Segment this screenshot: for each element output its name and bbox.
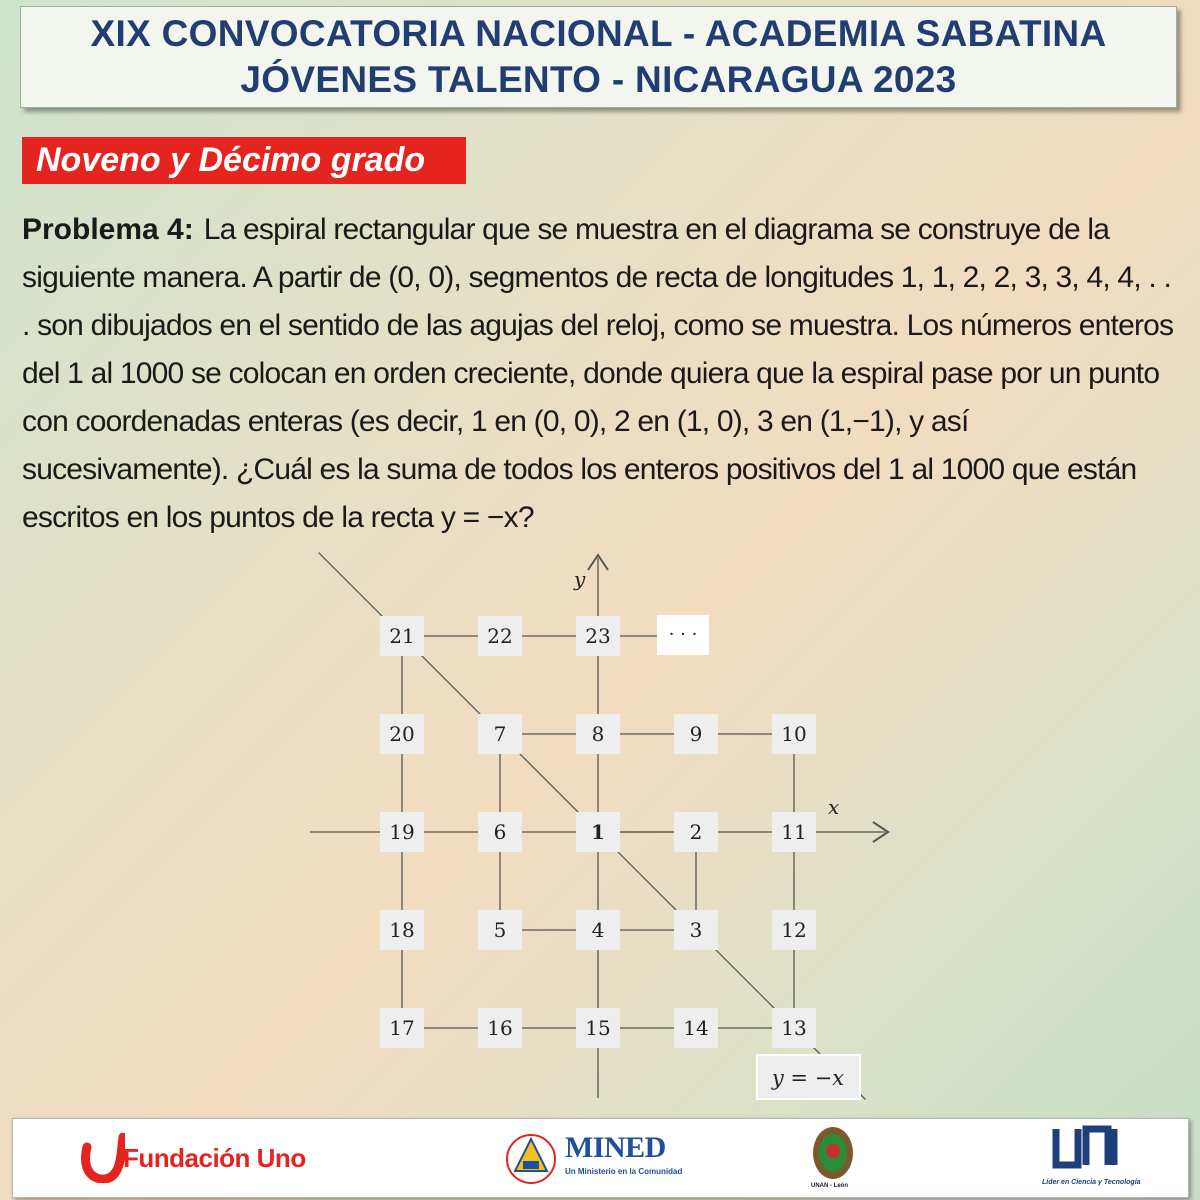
unan-leon-logo [805, 1123, 861, 1195]
spiral-node [380, 1008, 424, 1048]
spiral-node-number: 21 [389, 624, 415, 648]
spiral-node [478, 910, 522, 950]
spiral-node [380, 812, 424, 852]
spiral-node [772, 1008, 816, 1048]
spiral-node [576, 812, 620, 852]
spiral-node-number: 22 [487, 624, 513, 648]
spiral-node [772, 714, 816, 754]
spiral-node [380, 714, 424, 754]
footer-logos [12, 1118, 1189, 1198]
mined-emblem-icon [501, 1127, 561, 1189]
mined-logo [501, 1127, 683, 1189]
line-equation-label: y = −x [771, 1066, 845, 1090]
uni-logo [1038, 1125, 1141, 1193]
grade-badge: Noveno y Décimo grado [22, 137, 466, 184]
header-title-line1: XIX CONVOCATORIA NACIONAL - ACADEMIA SABATINA [90, 13, 1107, 54]
spiral-node-number: 16 [487, 1016, 513, 1040]
unan-caption: UNAN - León [811, 1183, 848, 1189]
spiral-node [478, 1008, 522, 1048]
spiral-node-number: 18 [389, 918, 415, 942]
problem-label: Problema 4: [22, 213, 194, 246]
spiral-node [576, 1008, 620, 1048]
spiral-node [772, 910, 816, 950]
line-label-box [757, 1055, 860, 1099]
ellipsis-label: · · · [668, 624, 698, 645]
uni-mark-icon [1052, 1125, 1122, 1173]
spiral-node-number: 20 [389, 722, 415, 746]
spiral-node [380, 616, 424, 656]
y-axis-label: y [574, 567, 586, 591]
spiral-node [674, 1008, 718, 1048]
spiral-node [772, 812, 816, 852]
fundacion-uno-icon [81, 1133, 125, 1183]
header-title-line2: JÓVENES TALENTO - NICARAGUA 2023 [240, 59, 957, 100]
spiral-node-number: 19 [389, 820, 415, 844]
uni-caption: Líder en Ciencia y Tecnología [1042, 1179, 1141, 1186]
spiral-node [576, 910, 620, 950]
spiral-diagram [300, 550, 900, 1110]
spiral-node [674, 812, 718, 852]
spiral-node-number: 8 [591, 722, 605, 746]
ellipsis-box [657, 615, 709, 655]
spiral-node [674, 714, 718, 754]
header-banner [20, 6, 1177, 108]
spiral-node-number: 15 [585, 1016, 611, 1040]
spiral-node-number: 12 [781, 918, 807, 942]
spiral-node-number: 14 [683, 1016, 709, 1040]
spiral-node-number: 1 [591, 820, 605, 844]
problem-text: La espiral rectangular que se muestra en el diagrama se construye de la siguiente manera. A partir de (0, 0), segmentos de recta de longitudes 1, 1, 2, 2, 3, 3, 4, 4, . . . son dibujados en el sentido de las agujas del reloj, como se muestra. Los números enteros del 1 al 1000 se colocan en orden creciente, donde quiera que la espiral pase por un punto con coordenadas enteras (es decir, 1 en (0, 0), 2 en (1, 0), 3 en (1,−1), y así sucesivamente). ¿Cuál es la suma de todos los enteros positivos del 1 al 1000 que están escritos en los puntos de la recta y = −x? [22, 213, 1174, 534]
spiral-node [478, 812, 522, 852]
spiral-node-number: 13 [781, 1016, 807, 1040]
fundacion-uno-name: Fundación Uno [123, 1143, 306, 1173]
spiral-node-number: 17 [389, 1016, 415, 1040]
unan-seal-icon [805, 1123, 861, 1183]
spiral-node-number: 2 [689, 820, 703, 844]
spiral-node-number: 7 [493, 722, 507, 746]
spiral-node-number: 3 [689, 918, 703, 942]
spiral-node [576, 616, 620, 656]
spiral-node-number: 4 [591, 918, 605, 942]
spiral-node-number: 5 [493, 918, 507, 942]
spiral-node [674, 910, 718, 950]
spiral-node-number: 23 [585, 624, 611, 648]
spiral-node-number: 10 [781, 722, 807, 746]
mined-name: MINED [565, 1131, 666, 1164]
spiral-node [380, 910, 424, 950]
spiral-node [576, 714, 620, 754]
problem-statement [22, 206, 1182, 542]
spiral-node-number: 9 [689, 722, 703, 746]
spiral-node [478, 616, 522, 656]
x-axis-label: x [828, 795, 840, 819]
spiral-node-number: 6 [493, 820, 507, 844]
spiral-node-number: 11 [781, 820, 807, 844]
spiral-node [478, 714, 522, 754]
mined-tagline: Un Ministerio en la Comunidad [565, 1167, 683, 1176]
